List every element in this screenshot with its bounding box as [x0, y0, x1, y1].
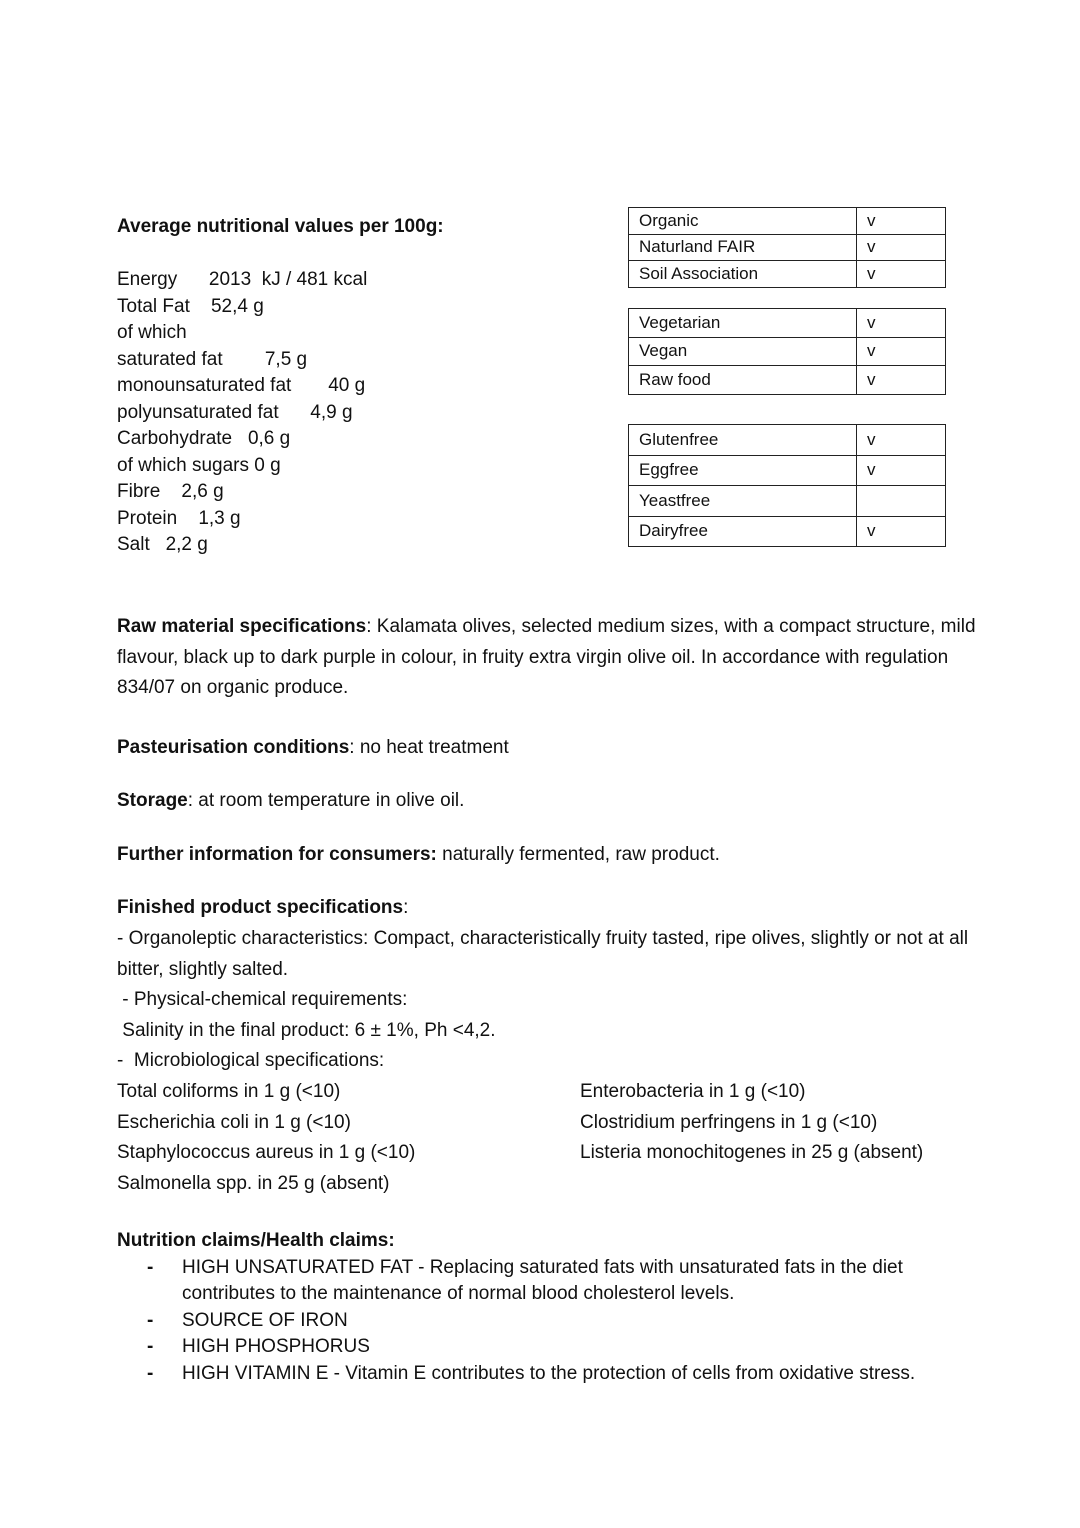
certification-check: v: [857, 261, 946, 288]
micro-item: Staphylococcus aureus in 1 g (<10): [117, 1142, 416, 1163]
table-row: [629, 425, 946, 456]
pasteurisation-label: Pasteurisation conditions: [117, 737, 350, 758]
micro-item: Total coliforms in 1 g (<10): [117, 1081, 341, 1102]
list-item: [117, 1308, 982, 1335]
claim-text: HIGH PHOSPHORUS: [182, 1336, 370, 1357]
claim-text: HIGH VITAMIN E - Vitamin E contributes to the protection of cells from oxidative stress.: [182, 1362, 916, 1384]
table-row: [629, 208, 946, 235]
free-from-check: v: [857, 425, 946, 456]
nutrition-row-total-fat: Total Fat 52,4 g: [117, 295, 264, 317]
bullet-dash: -: [147, 1336, 154, 1357]
further-info-text: naturally fermented, raw product.: [436, 844, 720, 865]
certification-check: v: [857, 208, 946, 235]
diet-label: Vegan: [629, 337, 857, 366]
micro-item: Listeria monochitogenes in 25 g (absent): [580, 1142, 924, 1163]
storage-text: : at room temperature in olive oil.: [187, 790, 465, 811]
free-from-label: Eggfree: [629, 455, 857, 486]
free-from-check: v: [857, 516, 946, 547]
further-info-paragraph: [117, 840, 977, 871]
claim-text: SOURCE OF IRON: [182, 1309, 348, 1331]
raw-material-paragraph: [117, 612, 977, 704]
nutrition-row-fibre: Fibre 2,6 g: [117, 481, 224, 502]
diet-check: v: [857, 337, 946, 366]
free-from-check: v: [857, 455, 946, 486]
table-row: [629, 309, 946, 338]
physical-chemical-text: - Physical-chemical requirements:: [117, 989, 408, 1010]
table-row: [629, 261, 946, 288]
list-item: [117, 1255, 982, 1308]
free-from-check: [857, 486, 946, 517]
nutrition-list: [117, 267, 367, 559]
finished-suffix: :: [403, 897, 409, 918]
claims-title: Nutrition claims/Health claims:: [117, 1230, 395, 1251]
table-row: [629, 516, 946, 547]
table-row: [629, 455, 946, 486]
raw-material-text: : Kalamata olives, selected medium sizes, with a compact structure, mild flavour, black up to dark purple in colour, in fruity extra virgin olive oil. In accordance with regulation 834/07 on organic produce.: [117, 616, 976, 698]
nutrition-row-sugars: of which sugars 0 g: [117, 454, 281, 476]
certification-label: Soil Association: [629, 261, 857, 288]
diet-check: v: [857, 309, 946, 338]
claims-list: [117, 1255, 982, 1388]
pasteurisation-text: : no heat treatment: [349, 737, 509, 758]
micro-right-column: [580, 1077, 923, 1169]
nutrition-row-polyunsaturated-fat: polyunsaturated fat 4,9 g: [117, 401, 353, 423]
nutrition-row-of-which: of which: [117, 322, 187, 343]
free-from-label: Dairyfree: [629, 516, 857, 547]
free-from-label: Yeastfree: [629, 486, 857, 517]
free-from-label: Glutenfree: [629, 425, 857, 456]
pasteurisation-paragraph: [117, 733, 977, 764]
diet-table: [628, 308, 946, 395]
list-item: [117, 1361, 982, 1388]
storage-label: Storage: [117, 790, 188, 811]
list-item: [117, 1334, 982, 1361]
certification-label: Organic: [629, 208, 857, 235]
table-row: [629, 366, 946, 395]
free-from-table: [628, 424, 946, 547]
micro-item: Escherichia coli in 1 g (<10): [117, 1111, 351, 1133]
nutrition-row-energy: Energy 2013 kJ / 481 kcal: [117, 269, 368, 290]
nutrition-row-monounsaturated-fat: monounsaturated fat 40 g: [117, 375, 366, 396]
micro-item: Enterobacteria in 1 g (<10): [580, 1081, 806, 1102]
nutrition-title: Average nutritional values per 100g:: [117, 216, 444, 237]
micro-left-column: [117, 1077, 415, 1199]
diet-label: Vegetarian: [629, 309, 857, 338]
raw-material-label: Raw material specifications: [117, 616, 367, 637]
certification-label: Naturland FAIR: [629, 234, 857, 261]
finished-label: Finished product specifications: [117, 897, 404, 918]
bullet-dash: -: [147, 1362, 154, 1384]
nutrition-row-saturated-fat: saturated fat 7,5 g: [117, 348, 308, 370]
bullet-dash: -: [147, 1256, 154, 1278]
certifications-table: [628, 207, 946, 288]
table-row: [629, 234, 946, 261]
microbiological-text: - Microbiological specifications:: [117, 1050, 385, 1071]
organoleptic-text: - Organoleptic characteristics: Compact, characteristically fruity tasted, ripe olives, slightly or not at all bitter, slightly salted.: [117, 928, 969, 980]
finished-heading: [117, 893, 977, 924]
diet-label: Raw food: [629, 366, 857, 395]
nutrition-row-protein: Protein 1,3 g: [117, 507, 241, 529]
table-row: [629, 486, 946, 517]
bullet-dash: -: [147, 1309, 154, 1331]
micro-item: Clostridium perfringens in 1 g (<10): [580, 1111, 878, 1133]
storage-paragraph: [117, 786, 977, 817]
nutrition-row-carbohydrate: Carbohydrate 0,6 g: [117, 428, 291, 449]
claims-section: [117, 1228, 982, 1387]
certification-check: v: [857, 234, 946, 261]
table-row: [629, 337, 946, 366]
claim-text: HIGH UNSATURATED FAT - Replacing saturated fats with unsaturated fats in the diet contributes to the maintenance of normal blood cholesterol levels.: [182, 1256, 903, 1304]
salinity-text: Salinity in the final product: 6 ± 1%, Ph <4,2.: [117, 1020, 496, 1041]
micro-item: Salmonella spp. in 25 g (absent): [117, 1172, 390, 1194]
diet-check: v: [857, 366, 946, 395]
further-info-label: Further information for consumers:: [117, 844, 437, 865]
nutrition-row-salt: Salt 2,2 g: [117, 534, 208, 555]
